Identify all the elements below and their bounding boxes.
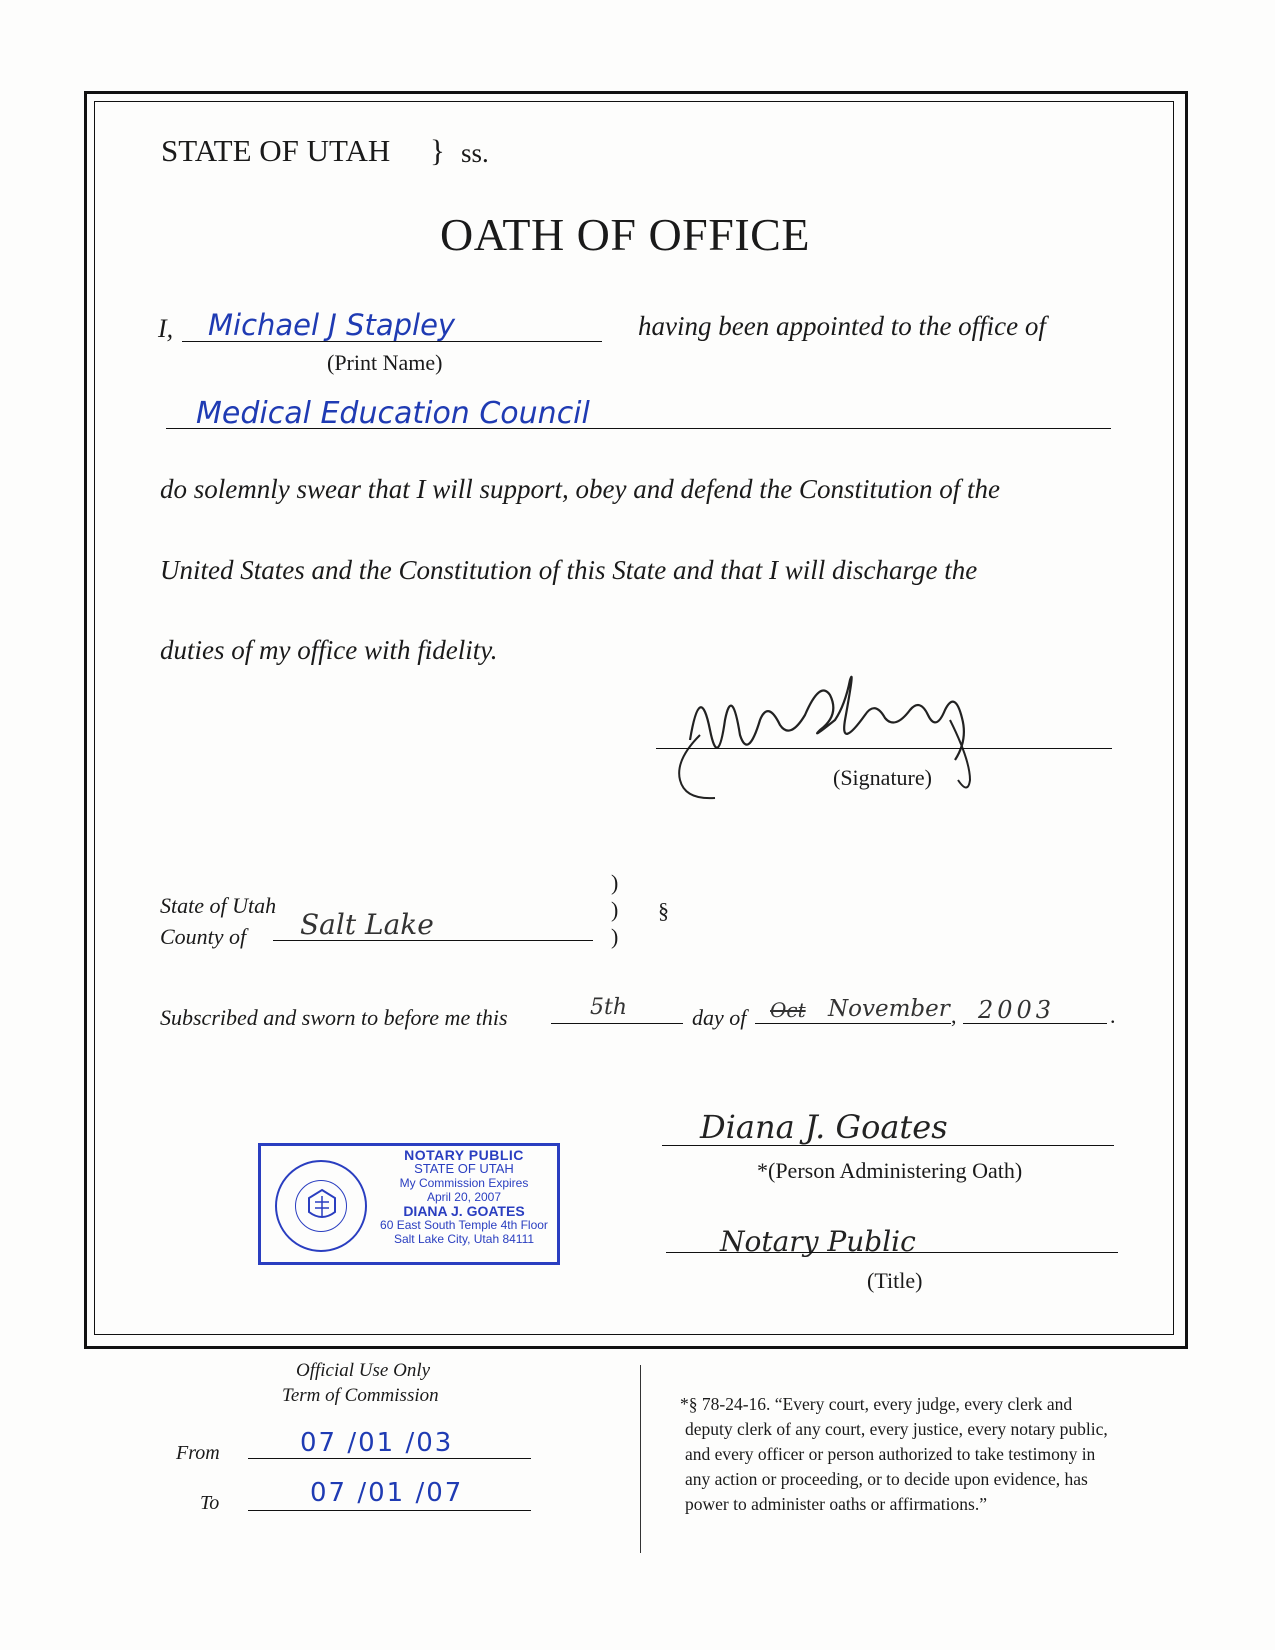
venue-paren-3: ): [611, 924, 619, 949]
month-line: [755, 1023, 951, 1024]
statute-line-4: any action or proceeding, or to decide upon evidence, has: [685, 1469, 1088, 1489]
handwritten-name: Michael J Stapley: [208, 308, 456, 342]
statute-line-3: and every officer or person authorized to take testimony in: [685, 1444, 1096, 1464]
handwritten-county: Salt Lake: [300, 908, 434, 941]
sworn-prefix: Subscribed and sworn to before me this: [160, 1005, 508, 1030]
stamp-line-5: DIANA J. GOATES: [403, 1203, 525, 1219]
handwritten-office: Medical Education Council: [196, 396, 590, 431]
oath-line-2: United States and the Constitution of this State and that I will discharge the: [160, 555, 978, 585]
administrator-line: [662, 1145, 1114, 1146]
day-of-label: day of: [692, 1005, 747, 1030]
statute-line-2: deputy clerk of any court, every justice, every notary public,: [685, 1419, 1108, 1439]
to-line: [248, 1510, 531, 1511]
from-line: [248, 1458, 531, 1459]
term-heading: Term of Commission: [282, 1385, 439, 1406]
signature-label: (Signature): [833, 765, 932, 790]
administrator-label: *(Person Administering Oath): [757, 1158, 1023, 1183]
section-divider: [640, 1365, 641, 1553]
venue-paren-1: ): [611, 870, 619, 895]
handwritten-year: 2003: [978, 996, 1056, 1024]
handwritten-month: November: [828, 996, 950, 1022]
ss-label: ss.: [461, 138, 489, 168]
state-seal-icon: [275, 1160, 367, 1252]
title-line: [666, 1252, 1118, 1253]
venue-county-label: County of: [160, 924, 247, 949]
to-value: 07 /01 /07: [310, 1478, 464, 1508]
appointed-text: having been appointed to the office of: [638, 311, 1046, 341]
to-label: To: [200, 1492, 220, 1514]
day-line: [551, 1023, 683, 1024]
handwritten-day: 5th: [590, 995, 628, 1020]
stamp-text-block: [371, 1148, 557, 1246]
notary-stamp: [258, 1143, 560, 1265]
signature-line: [656, 748, 1112, 749]
struck-month: Oct: [770, 998, 806, 1022]
from-value: 07 /01 /03: [300, 1428, 454, 1458]
handwritten-title: Notary Public: [720, 1225, 916, 1258]
administrator-signature: Diana J. Goates: [700, 1108, 948, 1146]
date-period: .: [1110, 1003, 1116, 1028]
title-label: (Title): [867, 1268, 923, 1293]
date-comma: ,: [951, 1003, 957, 1028]
oath-line-3: duties of my office with fidelity.: [160, 635, 498, 665]
inner-border: [94, 101, 1174, 1335]
venue-paren-2: ): [611, 897, 619, 922]
state-heading: STATE OF UTAH: [161, 133, 391, 168]
stamp-line-4: April 20, 2007: [426, 1190, 502, 1204]
state-brace: }: [430, 133, 445, 168]
stamp-line-1: NOTARY PUBLIC: [404, 1147, 524, 1163]
official-use-heading: Official Use Only: [296, 1360, 431, 1381]
from-label: From: [176, 1442, 220, 1464]
document-title: OATH OF OFFICE: [440, 209, 810, 260]
print-name-label: (Print Name): [327, 350, 443, 375]
stamp-line-3: My Commission Expires: [399, 1176, 529, 1190]
oath-line-1: do solemnly swear that I will support, obey and defend the Constitution of the: [160, 474, 1000, 504]
stamp-line-7: Salt Lake City, Utah 84111: [393, 1232, 535, 1246]
stamp-line-6: 60 East South Temple 4th Floor: [380, 1218, 548, 1232]
i-prefix: I,: [158, 314, 174, 343]
section-symbol: §: [658, 898, 669, 923]
statute-line-5: power to administer oaths or affirmations.”: [685, 1494, 987, 1514]
stamp-line-2: STATE OF UTAH: [414, 1161, 514, 1176]
venue-state-label: State of Utah: [160, 893, 277, 918]
statute-line-1: *§ 78-24-16. “Every court, every judge, every clerk and: [680, 1394, 1073, 1414]
